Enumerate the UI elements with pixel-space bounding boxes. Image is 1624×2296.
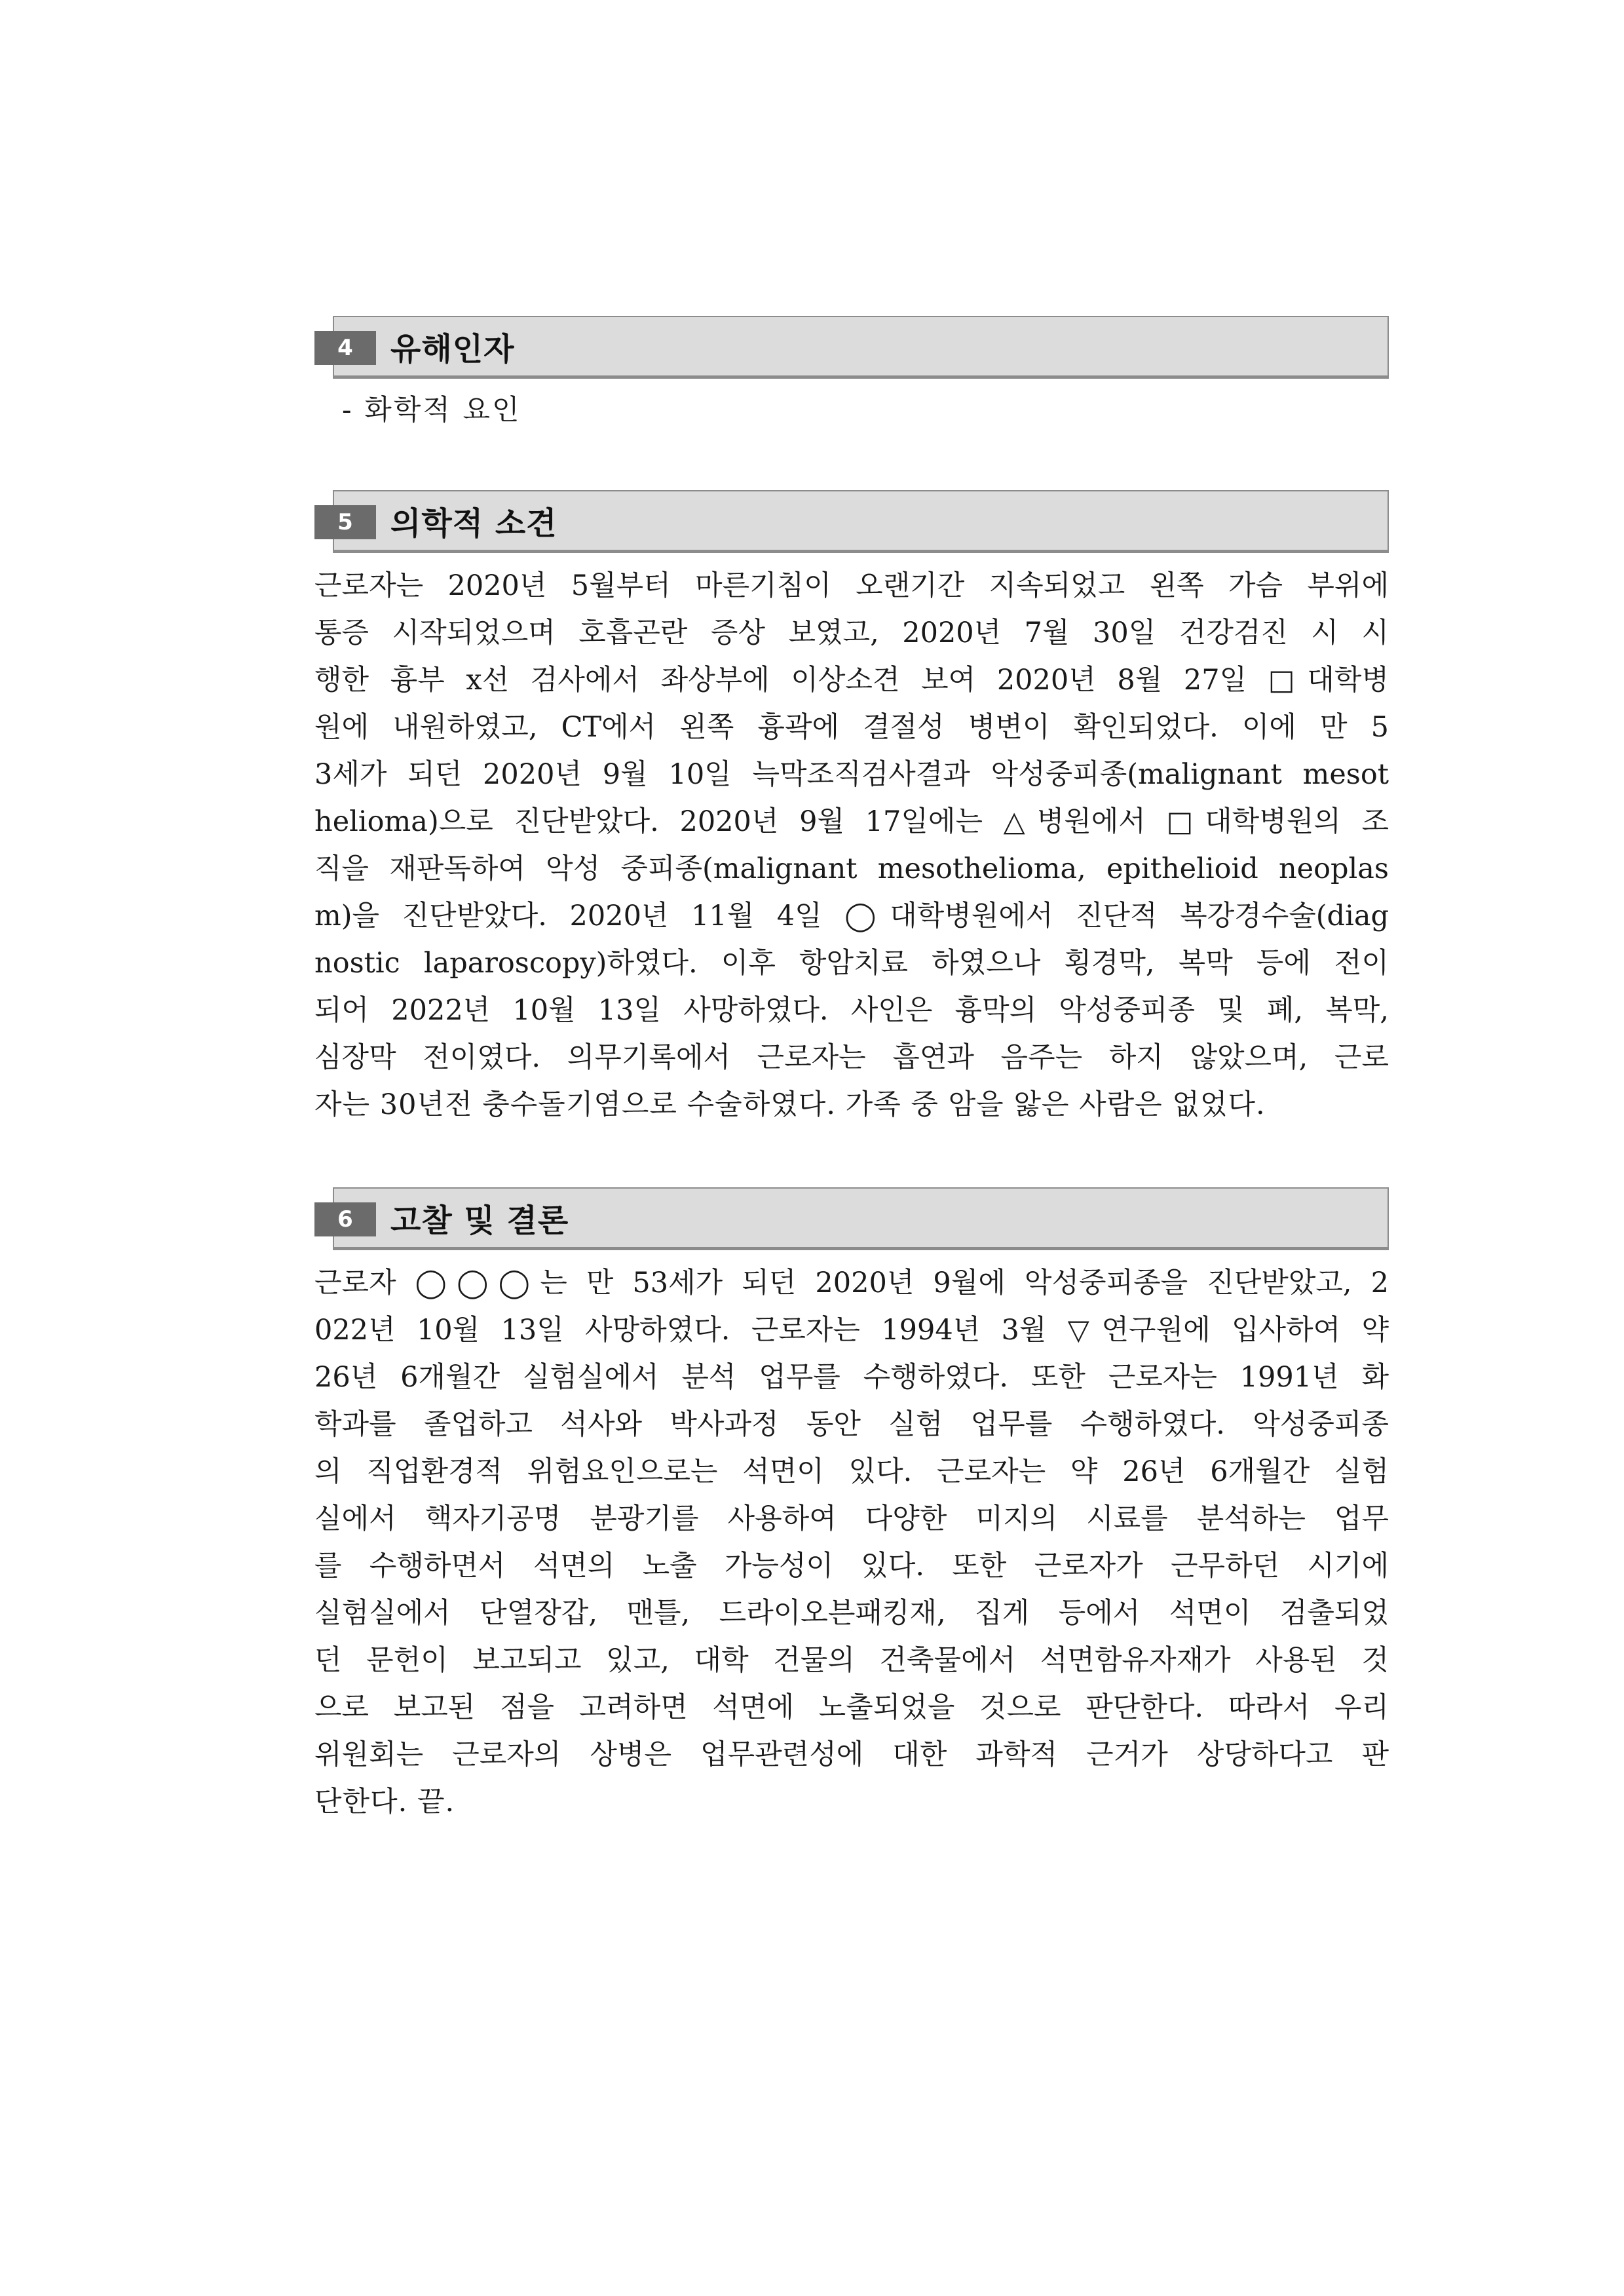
paragraph-line: 자는 30년전 충수돌기염으로 수술하였다. 가족 중 암을 앓은 사람은 없었다. <box>314 1088 1266 1121</box>
section-number: 5 <box>314 505 376 539</box>
paragraph-line: 던 문헌이 보고되고 있고, 대학 건물의 건축물에서 석면함유자재가 사용된 것 <box>314 1644 1389 1677</box>
paragraph-line: nostic laparoscopy)하였다. 이후 항암치료 하였으나 횡경막, 복막 등에 전이 <box>314 947 1389 980</box>
paragraph-line: 3세가 되던 2020년 9월 10일 늑막조직검사결과 악성중피종(malignant mesot <box>314 758 1389 791</box>
paragraph-line: 실험실에서 단열장갑, 맨틀, 드라이오븐패킹재, 집게 등에서 석면이 검출되었 <box>314 1597 1389 1630</box>
paragraph-line: 원에 내원하였고, CT에서 왼쪽 흉곽에 결절성 병변이 확인되었다. 이에 만 5 <box>314 711 1389 744</box>
discussion-paragraph <box>314 1259 1389 1826</box>
section-header-discussion-conclusion <box>314 1187 1389 1250</box>
paragraph-line: m)을 진단받았다. 2020년 11월 4일 ◯대학병원에서 진단적 복강경수술(diag <box>314 900 1389 932</box>
paragraph-line: 26년 6개월간 실험실에서 분석 업무를 수행하였다. 또한 근로자는 1991년 화 <box>314 1361 1389 1394</box>
section-title: 유해인자 <box>390 330 515 368</box>
section-title: 의학적 소견 <box>390 505 557 542</box>
paragraph-line: 실에서 핵자기공명 분광기를 사용하여 다양한 미지의 시료를 분석하는 업무 <box>314 1502 1389 1535</box>
paragraph-line: 직을 재판독하여 악성 중피종(malignant mesothelioma, epithelioid neoplas <box>314 852 1389 885</box>
paragraph-line: helioma)으로 진단받았다. 2020년 9월 17일에는 △병원에서 □대학병원의 조 <box>314 805 1389 838</box>
paragraph-line: 으로 보고된 점을 고려하면 석면에 노출되었을 것으로 판단한다. 따라서 우리 <box>314 1691 1389 1724</box>
paragraph-line: 통증 시작되었으며 호흡곤란 증상 보였고, 2020년 7월 30일 건강검진 시 시 <box>314 617 1389 649</box>
paragraph-line: 를 수행하면서 석면의 노출 가능성이 있다. 또한 근로자가 근무하던 시기에 <box>314 1550 1389 1582</box>
paragraph-line: 의 직업환경적 위험요인으로는 석면이 있다. 근로자는 약 26년 6개월간 실험 <box>314 1455 1389 1488</box>
section-header-harmful-factors <box>314 316 1389 379</box>
harmful-factor-item: - 화학적 요인 <box>342 394 521 427</box>
paragraph-line: 되어 2022년 10월 13일 사망하였다. 사인은 흉막의 악성중피종 및 폐, 복막, <box>314 994 1389 1027</box>
section-title: 고찰 및 결론 <box>390 1202 569 1239</box>
medical-findings-paragraph <box>314 562 1389 1128</box>
section-header-medical-findings <box>314 490 1389 553</box>
paragraph-line: 근로자 ◯◯◯는 만 53세가 되던 2020년 9월에 악성중피종을 진단받았고, 2 <box>314 1267 1389 1299</box>
paragraph-line: 위원회는 근로자의 상병은 업무관련성에 대한 과학적 근거가 상당하다고 판 <box>314 1738 1389 1771</box>
paragraph-line: 단한다. 끝. <box>314 1786 455 1818</box>
paragraph-line: 022년 10월 13일 사망하였다. 근로자는 1994년 3월 ▽연구원에 입사하여 약 <box>314 1314 1389 1347</box>
paragraph-line: 근로자는 2020년 5월부터 마른기침이 오랜기간 지속되었고 왼쪽 가슴 부위에 <box>314 569 1389 602</box>
section-number: 4 <box>314 331 376 365</box>
paragraph-line: 심장막 전이였다. 의무기록에서 근로자는 흡연과 음주는 하지 않았으며, 근로 <box>314 1041 1389 1074</box>
paragraph-line: 행한 흉부 x선 검사에서 좌상부에 이상소견 보여 2020년 8월 27일 □대학병 <box>314 664 1389 697</box>
paragraph-line: 학과를 졸업하고 석사와 박사과정 동안 실험 업무를 수행하였다. 악성중피종 <box>314 1408 1389 1441</box>
section-number: 6 <box>314 1202 376 1236</box>
